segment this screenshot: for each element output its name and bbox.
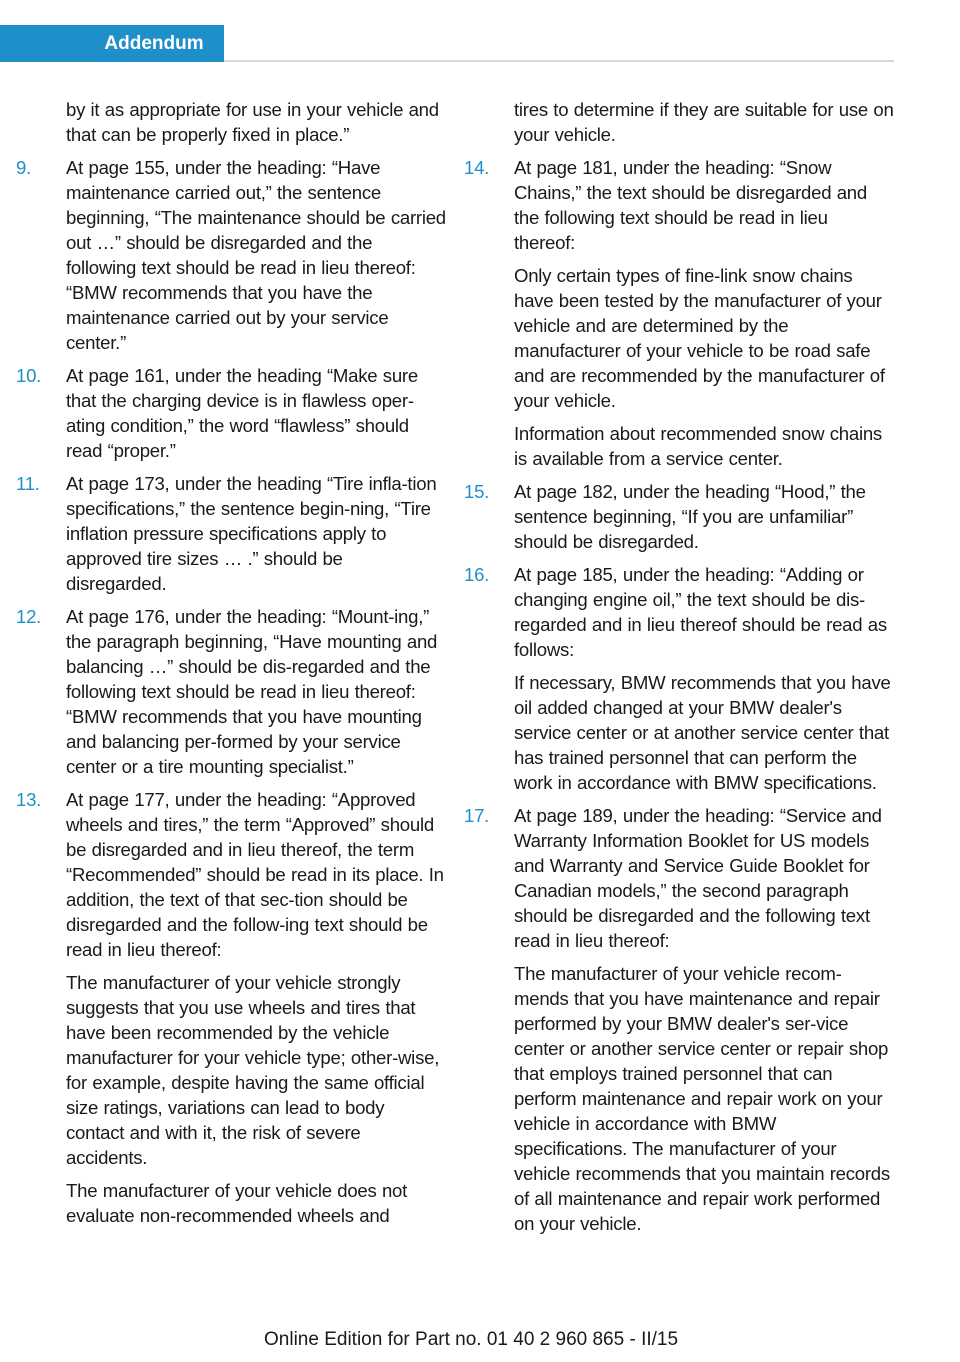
item-list [16, 155, 446, 1228]
item-list [464, 155, 894, 1236]
numbered-item [16, 787, 446, 1228]
item-number: 11. [16, 473, 40, 494]
numbered-item [464, 803, 894, 1236]
numbered-item [464, 155, 894, 471]
item-number: 13. [16, 789, 42, 810]
item-paragraph: If necessary, BMW recommends that you have oil added changed at your BMW dealer's service center or at another service center that has trained personnel that can perform the work in accordance with BMW specifications. [514, 672, 891, 793]
footer-edition: Online Edition for Part no. 01 40 2 960 865 - II/15 [264, 1329, 679, 1350]
item-paragraph: At page 181, under the heading: “Snow Chains,” the text should be disregarded and the following text should be read in lieu thereof: [514, 157, 867, 253]
numbered-item [16, 471, 446, 596]
continuation-text: tires to determine if they are suitable for use on your vehicle. [514, 99, 894, 145]
left-column [16, 97, 446, 1236]
numbered-item [464, 562, 894, 795]
item-paragraph: The manufacturer of your vehicle strongly suggests that you use wheels and tires that have been recommended by the vehicle manufacturer for your vehicle type; other-wise, for example, despite having the same official size ratings, variations can lead to body contact and with it, the risk of severe accidents. [66, 972, 440, 1168]
numbered-item [16, 155, 446, 355]
item-paragraph: At page 176, under the heading: “Mount-ing,” the paragraph beginning, “Have mounting and balancing …” should be dis-regarded and the following text should be read in lieu thereof: “BMW recommends that you have mounting and balancing per-formed by your service center or a tire mounting specialist.” [66, 606, 438, 777]
right-column [464, 97, 894, 1244]
item-paragraph: At page 182, under the heading “Hood,” the sentence beginning, “If you are unfamiliar” should be disregarded. [514, 481, 866, 552]
item-number: 9. [16, 157, 32, 178]
item-number: 17. [464, 805, 490, 826]
item-paragraph: Only certain types of fine-link snow chains have been tested by the manufacturer of your vehicle and are determined by the manufacturer of your vehicle to be road safe and are recommended by the manufacturer of your vehicle. [514, 265, 885, 411]
item-number: 10. [16, 365, 42, 386]
numbered-item [16, 363, 446, 463]
item-number: 12. [16, 606, 42, 627]
section-title: Addendum [104, 33, 204, 54]
section-header-tab [0, 25, 224, 62]
item-paragraph: The manufacturer of your vehicle recom-mends that you have maintenance and repair performed by your BMW dealer's ser-vice center or another service center or repair shop that employs trained personnel that can perform maintenance and repair work on your vehicle in accordance with BMW specifications. The manufacturer of your vehicle recommends that you maintain records of all maintenance and repair work performed on your vehicle. [514, 963, 890, 1234]
item-number: 15. [464, 481, 490, 502]
item-paragraph: Information about recommended snow chains is available from a service center. [514, 423, 882, 469]
item-paragraph: At page 161, under the heading “Make sure that the charging device is in flawless oper-ating condition,” the word “flawless” should read “proper.” [66, 365, 418, 461]
continuation-text: by it as appropriate for use in your vehicle and that can be properly fixed in place.” [66, 99, 439, 145]
item-paragraph: At page 185, under the heading: “Adding or changing engine oil,” the text should be dis-regarded and in lieu thereof should be read as follows: [514, 564, 887, 660]
header-rule [224, 60, 894, 62]
item-number: 16. [464, 564, 490, 585]
item-paragraph: At page 173, under the heading “Tire infla-tion specifications,” the sentence begin-ning, “Tire inflation pressure specifications apply to approved tire sizes … .” should be disregarded. [66, 473, 437, 594]
item-paragraph: At page 189, under the heading: “Service and Warranty Information Booklet for US models and Warranty and Service Guide Booklet for Canadian models,” the second paragraph should be disregarded and the following text read in lieu thereof: [514, 805, 882, 951]
item-paragraph: The manufacturer of your vehicle does not evaluate non-recommended wheels and [66, 1180, 408, 1226]
item-paragraph: At page 177, under the heading: “Approved wheels and tires,” the term “Approved” should be disregarded and in lieu thereof, the term “Recommended” should be read in its place. In addition, the text of that sec-tion should be disregarded and the follow-ing text should be read in lieu thereof: [66, 789, 444, 960]
item-number: 14. [464, 157, 490, 178]
item-paragraph: At page 155, under the heading: “Have maintenance carried out,” the sentence beginning, “The maintenance should be carried out …” should be disregarded and the following text should be read in lieu thereof: “BMW recommends that you have the maintenance carried out by your service center.” [66, 157, 446, 353]
numbered-item [464, 479, 894, 554]
numbered-item [16, 604, 446, 779]
